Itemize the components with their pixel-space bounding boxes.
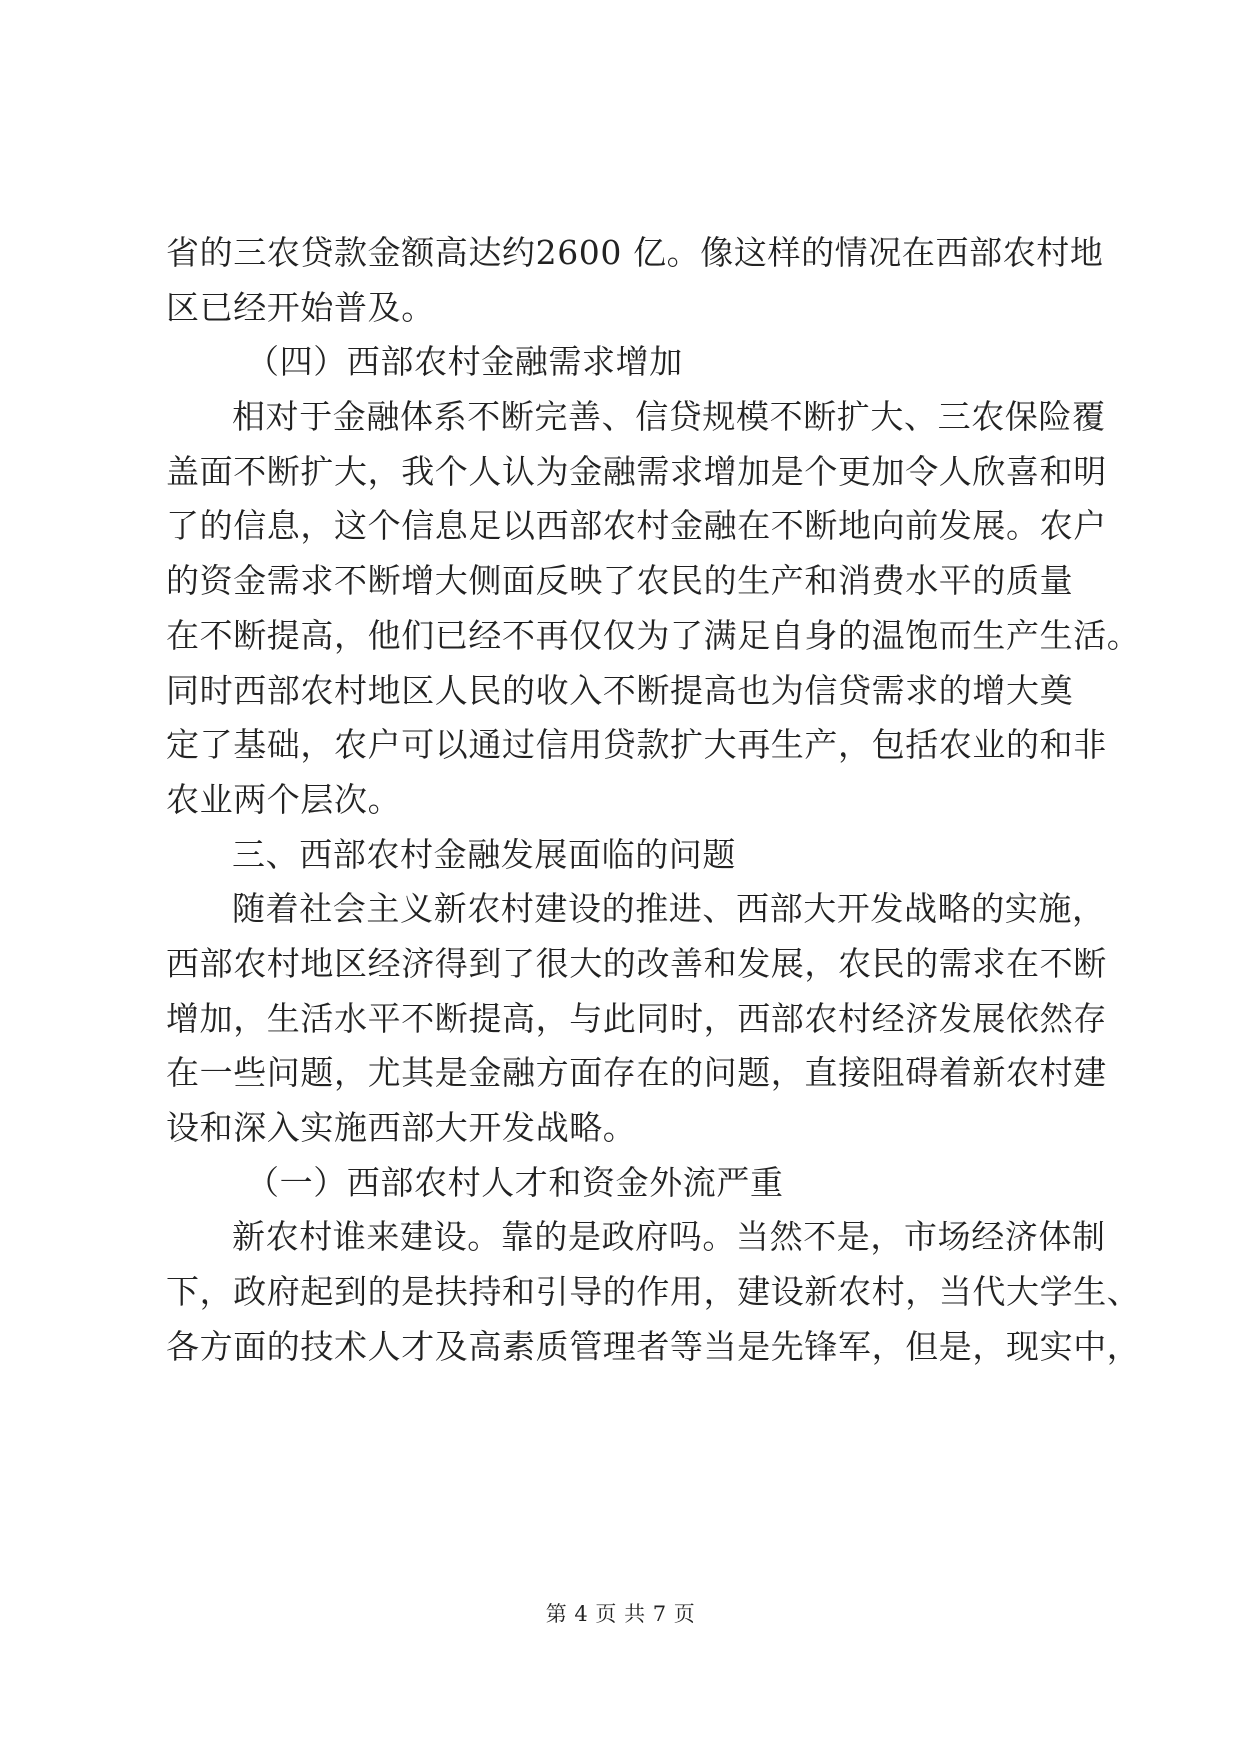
- body-line: 农业两个层次。: [166, 779, 402, 819]
- document-body: [166, 226, 1141, 1374]
- body-line: 设和深入实施西部大开发战略。: [166, 1108, 637, 1147]
- subsection-heading: （一）西部农村人才和资金外流严重: [246, 1162, 784, 1202]
- body-line: 同时西部农村地区人民的收入不断提高也为信贷需求的增大奠: [166, 670, 1074, 710]
- subsection-heading: （四）西部农村金融需求增加: [246, 342, 683, 382]
- body-line: 了的信息，这个信息足以西部农村金融在不断地向前发展。农户: [166, 506, 1107, 546]
- page-number-footer: 第 4 页 共 7 页: [545, 1602, 696, 1626]
- body-line: 盖面不断扩大，我个人认为金融需求增加是个更加令人欣喜和明: [166, 451, 1107, 491]
- section-heading: 三、西部农村金融发展面临的问题: [232, 834, 736, 874]
- body-line: 的资金需求不断增大侧面反映了农民的生产和消费水平的质量: [166, 561, 1074, 601]
- body-line: 省的三农贷款金额高达约2600 亿。像这样的情况在西部农村地: [166, 233, 1104, 272]
- body-line: 在不断提高，他们已经不再仅仅为了满足自身的温饱而生产生活。: [166, 615, 1141, 655]
- paragraph-first-line: 随着社会主义新农村建设的推进、西部大开发战略的实施，: [232, 889, 1106, 929]
- paragraph-first-line: 新农村谁来建设。靠的是政府吗。当然不是，市场经济体制: [232, 1217, 1106, 1257]
- body-line: 区已经开始普及。: [166, 287, 435, 327]
- body-line: 增加，生活水平不断提高，与此同时，西部农村经济发展依然存: [166, 998, 1107, 1038]
- body-line: 下，政府起到的是扶持和引导的作用，建设新农村，当代大学生、: [166, 1272, 1141, 1312]
- body-line: 定了基础，农户可以通过信用贷款扩大再生产，包括农业的和非: [166, 725, 1107, 765]
- body-line: 在一些问题，尤其是金融方面存在的问题，直接阻碍着新农村建: [166, 1053, 1107, 1093]
- body-line: 各方面的技术人才及高素质管理者等当是先锋军，但是，现实中，: [166, 1326, 1141, 1366]
- body-line: 西部农村地区经济得到了很大的改善和发展，农民的需求在不断: [166, 943, 1107, 983]
- paragraph-first-line: 相对于金融体系不断完善、信贷规模不断扩大、三农保险覆: [232, 397, 1106, 437]
